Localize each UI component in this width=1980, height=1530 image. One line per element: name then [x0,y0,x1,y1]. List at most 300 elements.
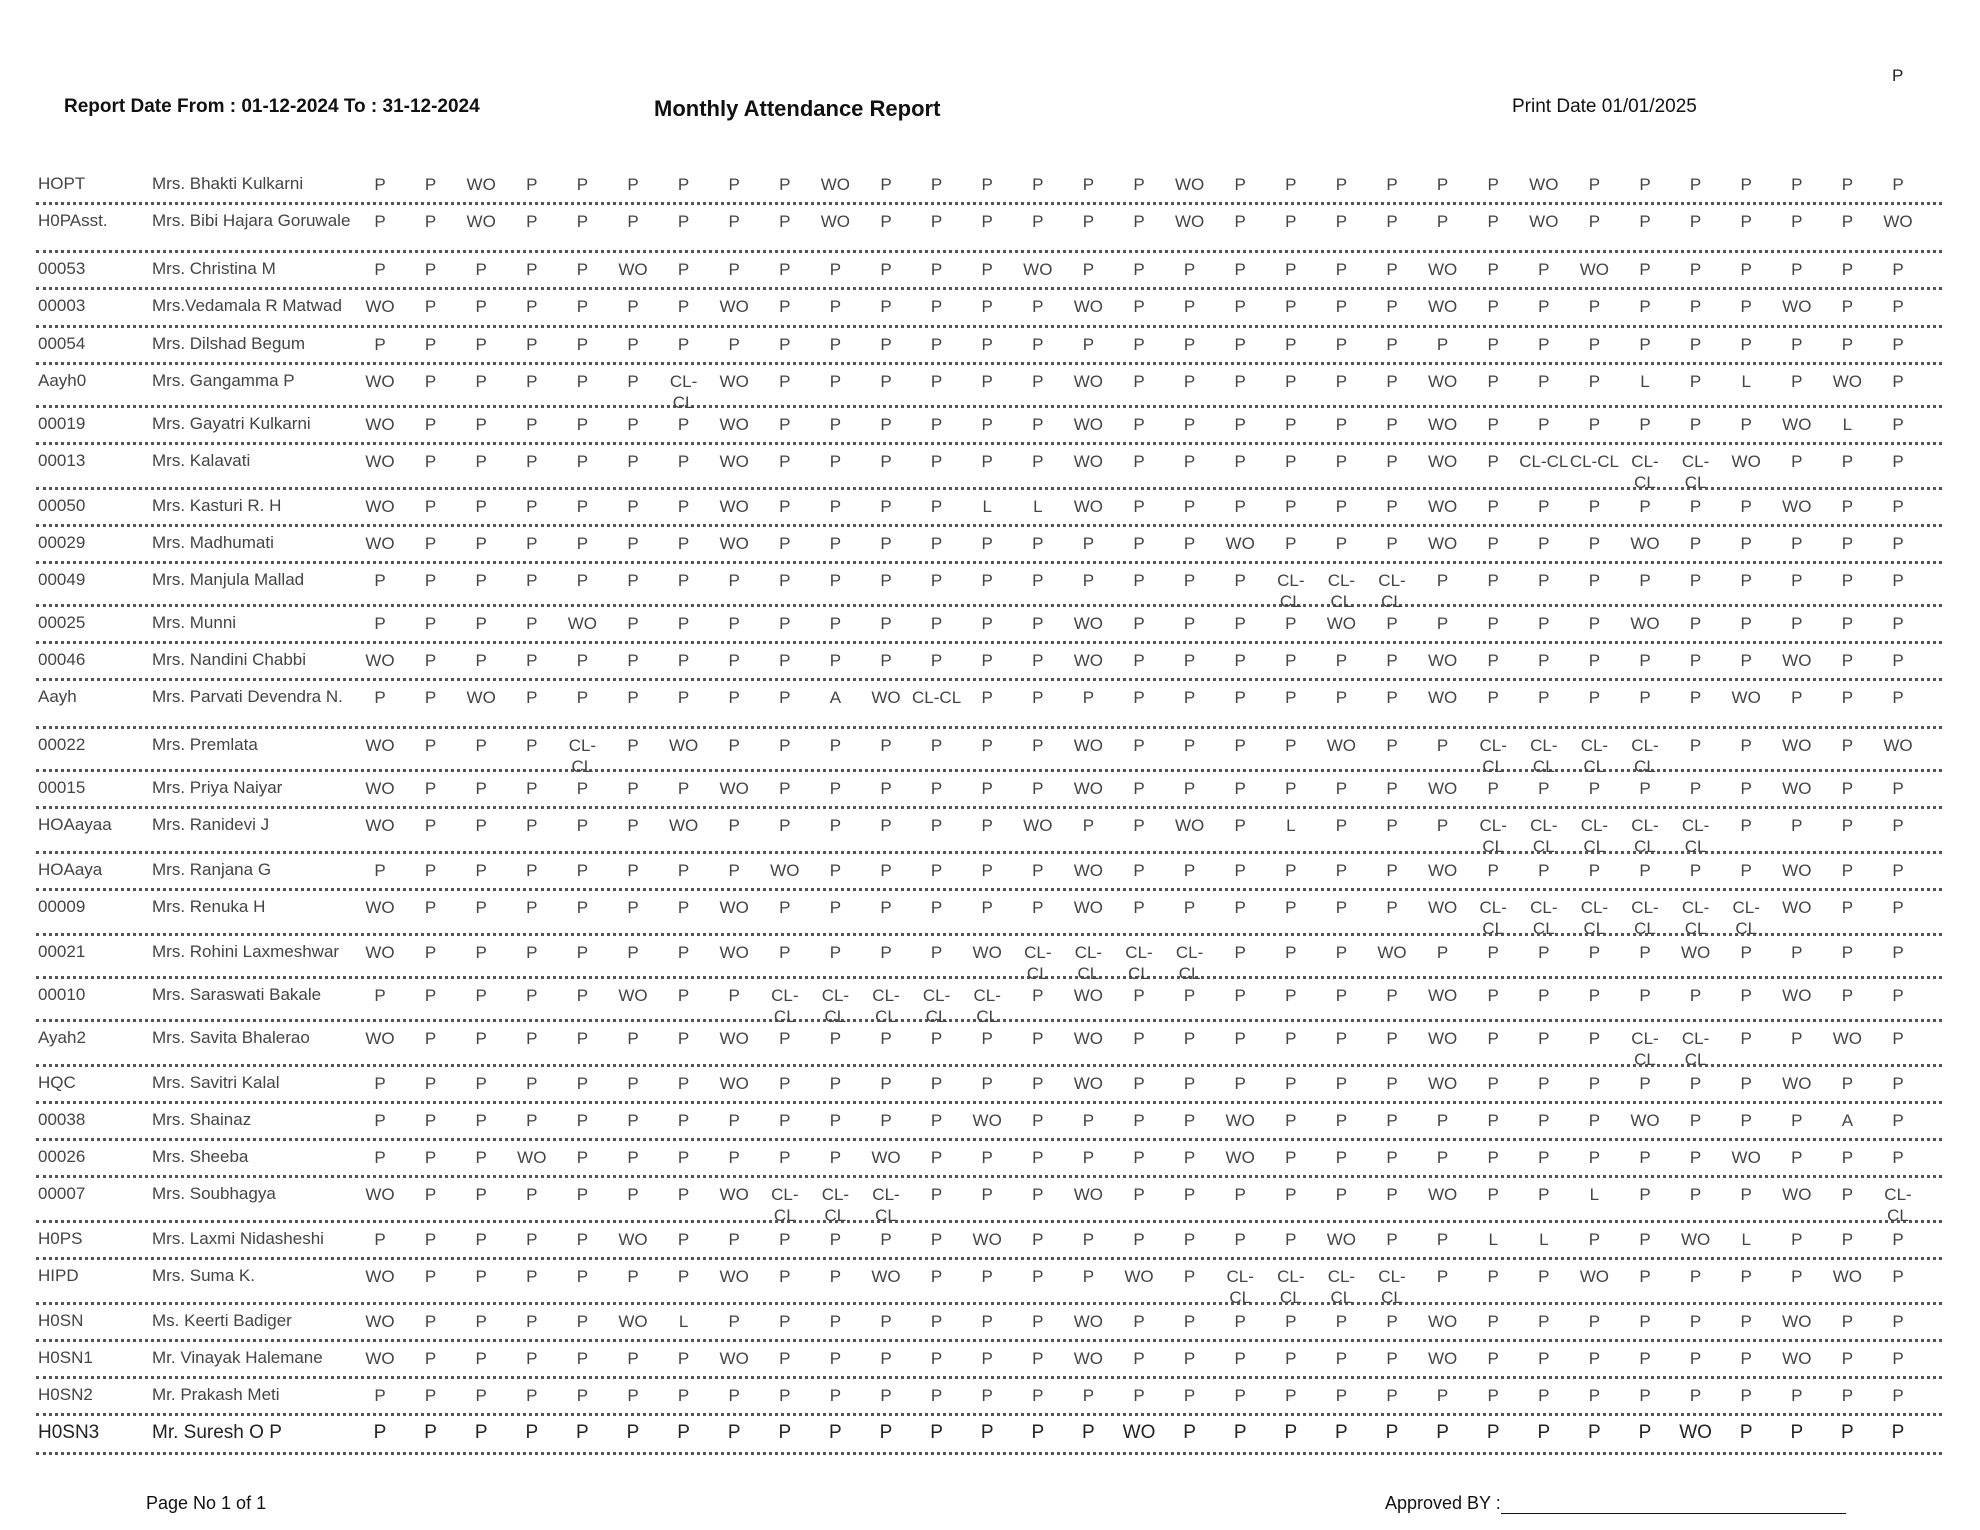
attendance-cell: WO [1174,175,1205,194]
attendance-cell: P [930,534,943,553]
attendance-cell: P [880,452,892,471]
attendance-cell: P [1285,1148,1297,1167]
attendance-cell: P [1892,452,1904,471]
attendance-cell: P [1133,372,1145,391]
attendance-cell: P [880,534,892,553]
attendance-cell: P [1285,898,1297,917]
attendance-cell: WO [871,688,901,707]
attendance-cell: WO [1023,816,1053,835]
attendance-cell: P [1892,1230,1904,1249]
attendance-cell: CL-CL [1681,1029,1710,1069]
attendance-cell: P [880,1230,892,1249]
table-row [36,1104,1942,1141]
attendance-cell: P [1133,1312,1145,1331]
attendance-cell: P [1133,614,1145,633]
attendance-cell: P [1841,1230,1854,1249]
attendance-cell: P [576,212,589,231]
attendance-cell: P [728,1230,740,1249]
attendance-cell: P [1234,816,1246,835]
attendance-cell: WO [1073,779,1104,798]
attendance-cell: P [1487,1111,1499,1130]
attendance-cell: P [829,1029,842,1048]
attendance-cell: WO [365,1185,395,1204]
attendance-cell: P [1740,335,1752,354]
attendance-cell: P [1436,175,1449,194]
attendance-cell: P [526,415,538,434]
attendance-cell: P [1588,1074,1601,1093]
attendance-cell: P [1841,816,1854,835]
attendance-cell: P [627,297,639,316]
attendance-cell: P [374,688,386,707]
attendance-cell: P [424,736,437,755]
attendance-cell: P [930,651,943,670]
attendance-cell: P [1538,415,1550,434]
attendance-cell: P [1892,1349,1904,1368]
attendance-cell: A [1841,1111,1854,1130]
attendance-cell: P [1133,779,1145,798]
attendance-cell: WO [365,452,395,471]
attendance-cell: P [1032,452,1044,471]
attendance-cell: P [374,1111,386,1130]
attendance-cell: P [930,571,943,590]
attendance-cell: P [1639,1386,1651,1405]
attendance-cell: WO [1427,452,1458,471]
attendance-cell: P [677,943,690,962]
attendance-cell: P [930,1185,943,1204]
attendance-cell: P [1082,175,1095,194]
employee-name: Mrs. Ranjana G [152,860,272,879]
attendance-cell: P [526,297,538,316]
attendance-cell: P [1487,1185,1499,1204]
attendance-cell: CL-CL [1277,571,1305,611]
attendance-cell: P [1386,688,1398,707]
table-row [36,1067,1942,1104]
attendance-cell: P [627,816,639,835]
attendance-cell: L [1488,1230,1498,1249]
attendance-cell: P [475,1267,487,1286]
attendance-cell: WO [972,1230,1002,1249]
attendance-cell: WO [719,497,749,516]
attendance-cell: P [1234,779,1246,798]
attendance-cell: P [424,571,437,590]
attendance-cell: P [829,943,842,962]
attendance-cell: P [930,736,943,755]
employee-name: Mrs. Gangamma P [152,371,295,390]
attendance-cell: P [930,415,943,434]
attendance-cell: P [1285,861,1297,880]
attendance-cell: P [1386,898,1398,917]
attendance-cell: P [475,297,487,316]
attendance-cell: P [1234,651,1246,670]
attendance-cell: P [1538,497,1550,516]
attendance-cell: P [1538,986,1550,1005]
attendance-cell: P [1791,688,1803,707]
attendance-cell: CL-CL [1125,943,1153,983]
attendance-cell: P [1639,779,1651,798]
employee-name: Mrs. Bhakti Kulkarni [152,174,304,193]
attendance-cell: P [1335,335,1348,354]
attendance-cell: P [424,1111,437,1130]
attendance-cell: P [1639,335,1651,354]
attendance-cell: P [1892,651,1904,670]
employee-name: Mr. Suresh O P [152,1422,282,1443]
attendance-cell: P [576,688,589,707]
attendance-cell: WO [1073,452,1104,471]
attendance-cell: P [728,1111,740,1130]
attendance-cell: P [475,898,487,917]
attendance-cell: P [1841,861,1854,880]
attendance-cell: WO [1883,212,1913,231]
attendance-cell: P [1588,212,1601,231]
attendance-cell: P [576,1230,589,1249]
attendance-cell: P [1436,1386,1449,1405]
attendance-cell: P [1791,816,1803,835]
attendance-cell: WO [719,898,749,917]
attendance-cell: P [1133,415,1145,434]
attendance-cell: WO [365,898,395,917]
attendance-cell: P [1285,1386,1297,1405]
employee-code: 00026 [38,1147,86,1166]
attendance-cell: WO [719,297,749,316]
attendance-cell: P [374,1230,386,1249]
attendance-cell: WO [1427,688,1458,707]
attendance-cell: P [627,571,639,590]
day-cells [365,735,1948,776]
attendance-cell: P [627,898,639,917]
attendance-cell: P [1183,1422,1196,1443]
attendance-cell: P [930,212,943,231]
attendance-cell: P [1791,1029,1803,1048]
attendance-cell: P [1689,1349,1702,1368]
attendance-cell: WO [618,986,648,1005]
attendance-cell: WO [1630,614,1660,633]
attendance-cell: P [677,614,690,633]
attendance-cell: P [1285,651,1297,670]
attendance-cell: P [1082,1386,1095,1405]
attendance-cell: WO [1427,1185,1458,1204]
signature-line [1501,1495,1846,1514]
attendance-cell: P [1133,861,1145,880]
attendance-cell: P [526,614,538,633]
attendance-cell: P [424,943,437,962]
employee-name: Mrs. Manjula Mallad [152,570,305,589]
attendance-cell: P [677,651,690,670]
attendance-cell: P [1284,1422,1298,1443]
attendance-cell: CL-CL [1074,943,1103,983]
attendance-cell: P [424,372,437,391]
attendance-cell: P [424,1312,437,1331]
attendance-cell: P [1133,736,1145,755]
attendance-cell: P [374,571,386,590]
attendance-cell: P [1386,452,1398,471]
attendance-cell: P [1689,372,1702,391]
attendance-cell: P [880,1386,892,1405]
attendance-cell: P [1689,415,1702,434]
attendance-cell: P [1689,212,1702,231]
attendance-cell: CL-CL [1580,736,1609,776]
attendance-cell: P [576,534,589,553]
attendance-cell: P [1538,1386,1550,1405]
attendance-cell: P [1386,1230,1398,1249]
attendance-cell: P [1689,534,1702,553]
attendance-cell: P [1183,335,1196,354]
day-cells [374,211,1948,256]
attendance-cell: P [1487,1386,1499,1405]
attendance-cell: P [1032,297,1044,316]
attendance-cell: P [677,1111,690,1130]
attendance-cell: CL-CL [669,372,698,412]
attendance-cell: P [576,335,589,354]
attendance-cell: P [1133,297,1145,316]
attendance-cell: P [475,1029,487,1048]
attendance-cell: P [829,1230,842,1249]
attendance-cell: P [1791,1148,1803,1167]
attendance-cell: P [1133,175,1145,194]
attendance-cell: P [627,1267,639,1286]
attendance-cell: P [1841,688,1854,707]
attendance-cell: WO [1679,1422,1712,1443]
attendance-cell: P [779,614,791,633]
attendance-cell: P [1234,1312,1246,1331]
attendance-cell: P [677,335,690,354]
attendance-cell: P [627,1185,639,1204]
attendance-cell: P [1588,372,1601,391]
attendance-cell: P [576,260,589,279]
attendance-cell: WO [1427,297,1458,316]
attendance-cell: P [1032,335,1044,354]
employee-name: Ms. Keerti Badiger [152,1311,292,1330]
attendance-cell: P [1133,497,1145,516]
attendance-cell: WO [1782,1074,1812,1093]
attendance-cell: P [1335,1111,1348,1130]
attendance-cell: P [1486,1422,1500,1443]
attendance-cell: P [1487,779,1499,798]
attendance-cell: P [1234,297,1246,316]
attendance-cell: P [1538,1074,1550,1093]
attendance-cell: P [1791,1230,1803,1249]
attendance-cell: WO [618,1230,648,1249]
attendance-cell: WO [1326,614,1357,633]
attendance-cell: P [1689,779,1702,798]
day-cells [374,1110,1948,1144]
attendance-cell: P [677,452,690,471]
attendance-cell: P [1689,1185,1702,1204]
attendance-cell: P [626,1422,640,1443]
attendance-cell: P [1234,1349,1246,1368]
attendance-cell: P [1841,1349,1854,1368]
attendance-cell: WO [1427,861,1458,880]
attendance-cell: P [1183,986,1196,1005]
attendance-cell: P [475,534,487,553]
attendance-cell: P [1791,1386,1803,1405]
attendance-cell: WO [770,861,800,880]
attendance-cell: P [677,861,690,880]
attendance-cell: P [677,1386,690,1405]
attendance-cell: P [1032,212,1044,231]
attendance-cell: P [1233,1422,1247,1443]
attendance-cell: P [1892,415,1904,434]
attendance-cell: CL-CL [1681,898,1710,938]
attendance-cell: P [880,943,892,962]
attendance-cell: P [1032,1148,1044,1167]
table-row [36,891,1942,936]
attendance-cell: P [1740,943,1752,962]
attendance-cell: CL-CL [1530,816,1558,856]
attendance-cell: P [1234,898,1246,917]
attendance-cell: P [576,1349,589,1368]
attendance-cell: WO [1680,1230,1711,1249]
attendance-cell: P [1386,1349,1398,1368]
attendance-cell: P [1032,175,1044,194]
attendance-cell: P [1335,898,1348,917]
attendance-cell: P [829,372,842,391]
attendance-cell: P [1133,534,1145,553]
attendance-cell: P [1436,1267,1449,1286]
attendance-cell: WO [1073,1074,1104,1093]
attendance-cell: P [728,816,740,835]
table-row [36,168,1942,205]
attendance-cell: P [1335,1185,1348,1204]
attendance-cell: P [1386,297,1398,316]
attendance-cell: P [779,452,791,471]
attendance-cell: P [981,260,993,279]
attendance-cell: P [1335,943,1348,962]
report-date-range: Report Date From : 01-12-2024 To : 31-12-2024 [64,96,480,117]
attendance-cell: P [1841,1185,1854,1204]
attendance-cell: P [1588,651,1601,670]
attendance-cell: P [779,1230,791,1249]
attendance-cell: P [1386,1312,1398,1331]
attendance-cell: P [374,212,386,231]
attendance-cell: P [1335,861,1348,880]
attendance-cell: P [1689,571,1702,590]
attendance-cell: P [424,1185,437,1204]
table-row [36,644,1942,681]
attendance-cell: P [475,260,487,279]
attendance-cell: P [1183,1148,1196,1167]
attendance-cell: P [374,861,386,880]
attendance-cell: P [1335,779,1348,798]
attendance-cell: WO [1174,816,1205,835]
attendance-cell: P [424,688,437,707]
attendance-cell: P [526,1074,538,1093]
attendance-cell: P [1689,861,1702,880]
attendance-cell: P [1386,1029,1398,1048]
day-cells [374,985,1948,1026]
attendance-cell: P [1335,1422,1348,1443]
attendance-cell: P [981,1148,993,1167]
attendance-cell: P [1740,497,1752,516]
attendance-cell: P [1538,943,1550,962]
attendance-cell: P [1285,1074,1297,1093]
attendance-cell: P [1740,212,1752,231]
attendance-cell: P [1841,335,1854,354]
attendance-cell: P [1183,614,1196,633]
attendance-cell: P [1285,1349,1297,1368]
attendance-cell: WO [1427,779,1458,798]
attendance-cell: P [1740,175,1752,194]
attendance-cell: P [1335,452,1348,471]
attendance-cell: P [1538,1185,1550,1204]
attendance-cell: P [1436,943,1449,962]
attendance-cell: P [475,943,487,962]
attendance-cell: P [424,260,437,279]
attendance-cell: P [1487,212,1499,231]
attendance-cell: P [1740,779,1752,798]
attendance-cell: P [829,335,842,354]
day-cells [365,1311,1948,1345]
attendance-cell: P [1133,1074,1145,1093]
attendance-cell: P [1892,372,1904,391]
attendance-cell: P [779,175,791,194]
attendance-cell: CL-CL [872,986,900,1026]
attendance-cell: P [1588,614,1601,633]
attendance-cell: P [981,335,993,354]
attendance-cell: WO [1427,497,1458,516]
attendance-cell: P [1335,415,1348,434]
attendance-cell: P [1892,898,1904,917]
day-cells [365,650,1948,684]
attendance-cell: P [627,1111,639,1130]
attendance-cell: P [779,415,791,434]
employee-code: 00025 [38,613,86,632]
day-cells [374,259,1948,293]
attendance-cell: WO [365,816,395,835]
employee-code: H0PS [38,1229,83,1248]
attendance-cell: P [475,986,487,1005]
attendance-cell: P [1891,1422,1905,1443]
attendance-cell: P [1183,1267,1196,1286]
attendance-cell: WO [1073,986,1104,1005]
attendance-cell: P [1133,335,1145,354]
employee-code: 00046 [38,650,86,669]
attendance-cell: WO [1073,1029,1104,1048]
attendance-cell: P [424,614,437,633]
attendance-cell: P [576,1074,589,1093]
attendance-cell: CL-CL [1327,571,1356,611]
attendance-cell: P [1841,1386,1854,1405]
attendance-cell: CL-CL [1378,1267,1406,1307]
attendance-cell: CL-CL [1024,943,1052,983]
employee-name: Mrs.Vedamala R Matwad [152,296,342,315]
employee-code: 00007 [38,1184,86,1203]
attendance-cell: P [627,372,639,391]
attendance-cell: P [1335,1349,1348,1368]
attendance-cell: P [829,1111,842,1130]
attendance-cell: WO [1529,212,1559,231]
table-row [36,1223,1942,1260]
attendance-cell: P [1183,497,1196,516]
attendance-cell: P [1183,651,1196,670]
attendance-cell: WO [719,1185,749,1204]
attendance-cell: P [1892,497,1904,516]
attendance-cell: CL-CL [1226,1267,1254,1307]
employee-code: 00053 [38,259,86,278]
attendance-cell: P [677,212,690,231]
table-row [36,1305,1942,1342]
attendance-cell: P [1841,943,1854,962]
attendance-cell: P [981,297,993,316]
attendance-cell: P [829,415,842,434]
attendance-cell: P [374,986,386,1005]
attendance-cell: P [1285,452,1297,471]
attendance-cell: P [1892,1386,1904,1405]
attendance-cell: P [1285,986,1297,1005]
attendance-cell: P [1032,861,1044,880]
attendance-cell: P [880,1312,892,1331]
attendance-cell: L [1842,415,1853,434]
attendance-cell: P [1335,297,1348,316]
